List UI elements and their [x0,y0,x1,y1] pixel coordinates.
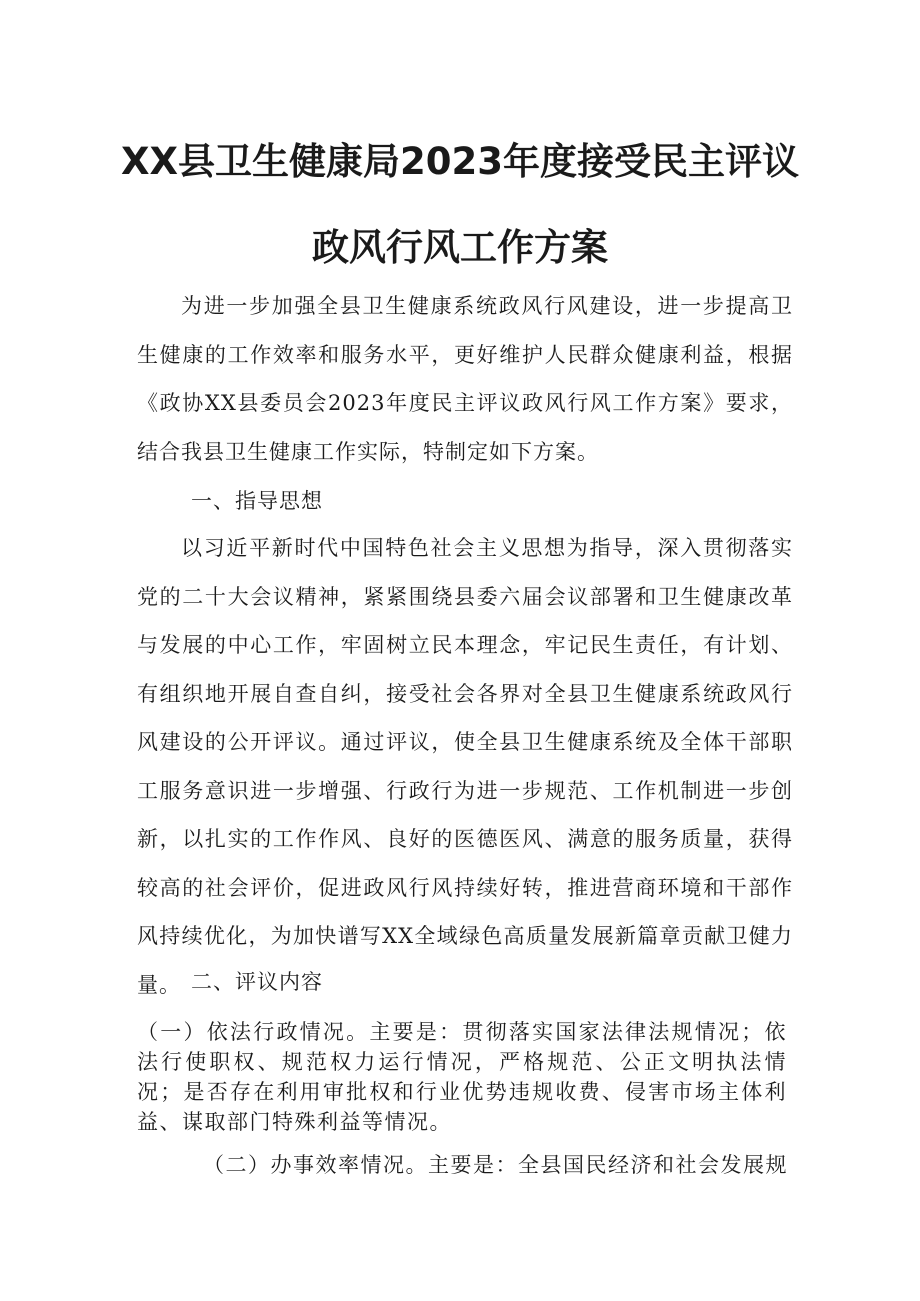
section-heading-guiding-ideology: 一、指导思想 [191,489,323,513]
intro-paragraph: 为进一步加强全县卫生健康系统政风行风建设，进一步提高卫生健康的工作效率和服务水平，更好维护人民群众健康利益，根据《政协XX县委员会2023年度民主评议政风行风工作方案》要求，结合我县卫生健康工作实际，特制定如下方案。 [137,294,793,464]
document-title-line-1: XX县卫生健康局2023年度接受民主评议 [120,140,800,183]
section-heading-evaluation-content: 二、评议内容 [191,970,323,994]
evaluation-item-work-efficiency: （二）办事效率情况。主要是：全县国民经济和社会发展规 [203,1153,788,1177]
document-title-line-2: 政风行风工作方案 [312,226,608,269]
guiding-ideology-paragraph: 以习近平新时代中国特色社会主义思想为指导，深入贯彻落实党的二十大会议精神，紧紧围绕县委六届会议部署和卫生健康改革与发展的中心工作，牢固树立民本理念，牢记民生责任，有计划、有组织地开展自查自纠，接受社会各界对全县卫生健康系统政风行风建设的公开评议。通过评议，使全县卫生健康系统及全体干部职工服务意识进一步增强、行政行为进一步规范、工作机制进一步创新，以扎实的工作作风、良好的医德医风、满意的服务质量，获得较高的社会评价，促进政风行风持续好转，推进营商环境和干部作风持续优化，为加快谱写XX全域绿色高质量发展新篇章贡献卫健力量。 [137,536,793,997]
evaluation-item-law-administration: （一）依法行政情况。主要是：贯彻落实国家法律法规情况；依法行使职权、规范权力运行情况，严格规范、公正文明执法情况；是否存在利用审批权和行业优势违规收费、侵害市场主体利益、谋取部门特殊利益等情况。 [137,1020,787,1134]
